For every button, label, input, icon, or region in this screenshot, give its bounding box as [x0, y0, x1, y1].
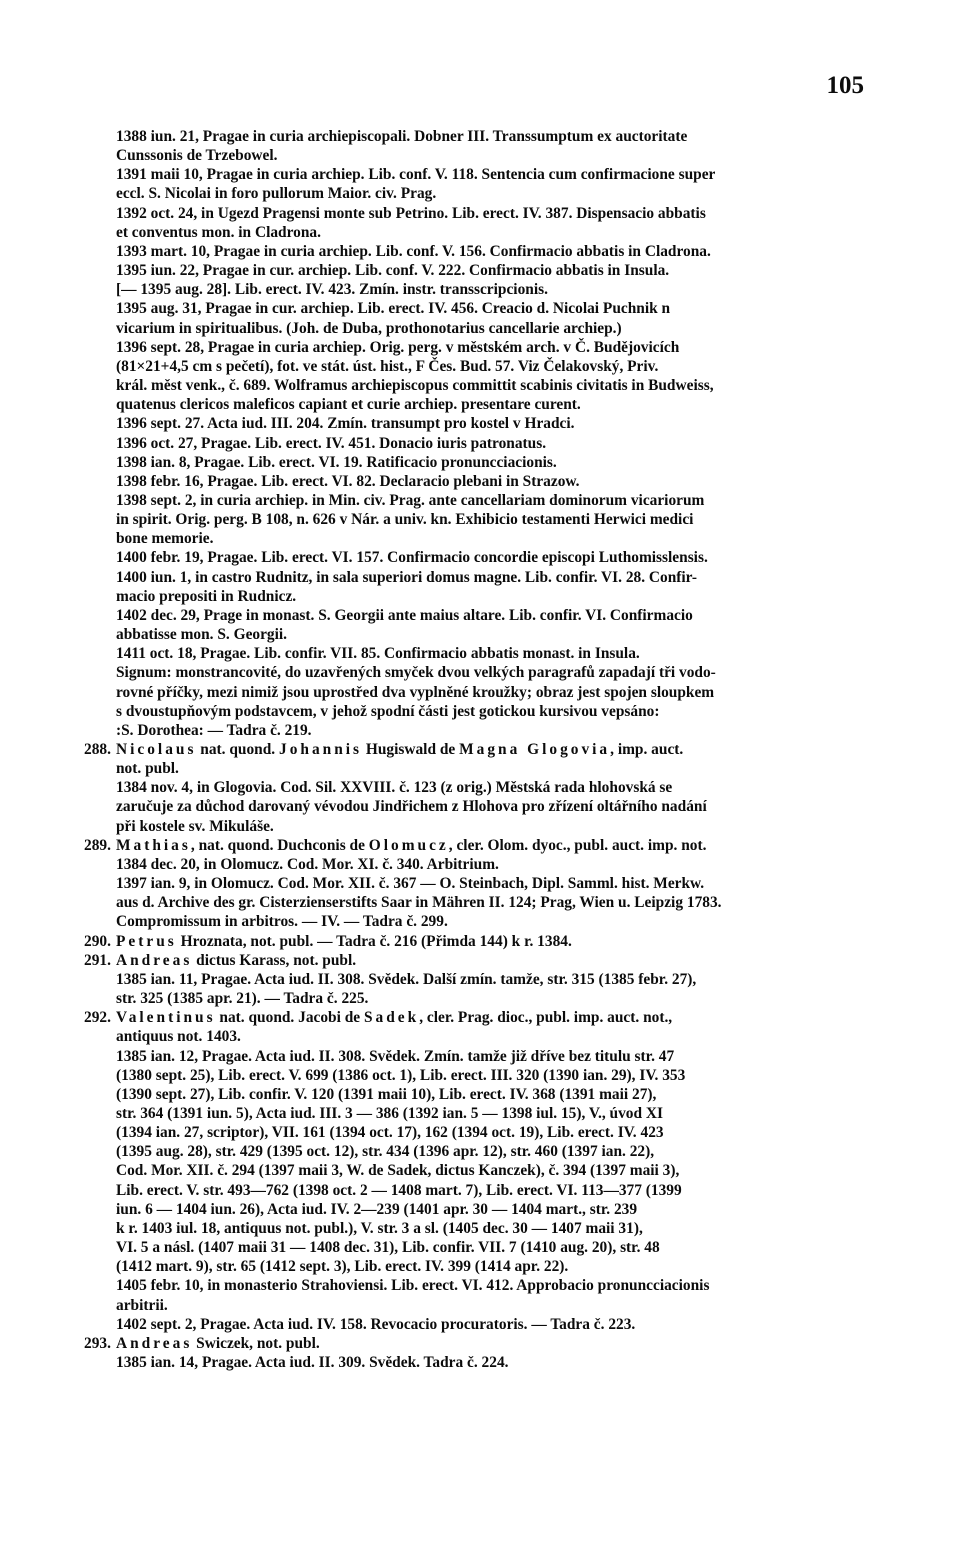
entry-heading	[84, 932, 864, 951]
text-line: 1402 sept. 2, Pragae. Acta iud. IV. 158. Revocacio procuratoris. — Tadra č. 223.	[116, 1315, 636, 1333]
entry	[84, 932, 864, 951]
entries-list	[84, 740, 864, 1372]
text-line: macio prepositi in Rudnicz.	[116, 587, 297, 605]
text-line: 1398 ian. 8, Pragae. Lib. erect. VI. 19. Ratificacio pronuncciacionis.	[116, 453, 557, 471]
text-line: Compromissum in arbitros. — IV. — Tadra č. 299.	[116, 913, 448, 931]
text-line: 1391 maii 10, Pragae in curia archiep. Lib. conf. V. 118. Sentencia cum confirmacione super	[116, 166, 716, 184]
entry-heading	[84, 740, 864, 759]
entry-heading	[84, 1008, 864, 1027]
text-line: 1385 ian. 11, Pragae. Acta iud. II. 308. Svědek. Další zmín. tamže, str. 315 (1385 febr. 27),	[116, 970, 697, 988]
spaced-name: Valentinus	[116, 1009, 216, 1027]
text-line: Cod. Mor. XII. č. 294 (1397 maii 3, W. de Sadek, dictus Kanczek), č. 394 (1397 maii 3),	[116, 1162, 680, 1180]
text-line: in spirit. Orig. perg. B 108, n. 626 v Nár. a univ. kn. Exhibicio testamenti Herwici medici	[116, 511, 694, 529]
text-line: (1380 sept. 25), Lib. erect. V. 699 (1386 oct. 1), Lib. erect. III. 320 (1390 ian. 29), IV. 353	[116, 1066, 686, 1084]
text-line: 1385 ian. 14, Pragae. Acta iud. II. 309. Svědek. Tadra č. 224.	[116, 1354, 509, 1371]
entry-heading	[84, 836, 864, 855]
entry-number: 289.	[84, 836, 111, 854]
text-line: eccl. S. Nicolai in foro pullorum Maior. civ. Prag.	[116, 185, 437, 203]
text-line: s dvoustupňovým podstavcem, v jehož spodní části jest gotickou kursivou vepsáno:	[116, 702, 660, 720]
entry	[84, 836, 864, 932]
text-line: 1384 nov. 4, in Glogovia. Cod. Sil. XXVIII. č. 123 (z orig.) Městská rada hlohovská se	[116, 779, 673, 797]
text-line: 1384 dec. 20, in Olomucz. Cod. Mor. XI. č. 340. Arbitrium.	[116, 855, 499, 873]
spaced-name: Magna Glogovia	[459, 741, 611, 758]
heading-text: Swiczek, not. publ.	[192, 1334, 320, 1352]
entry-number: 293.	[84, 1334, 111, 1352]
text-line: 1395 aug. 31, Pragae in cur. archiep. Lib. erect. IV. 456. Creacio d. Nicolai Puchnik n	[116, 300, 671, 318]
text-line: (81×21+4,5 cm s pečetí), fot. ve stát. úst. hist., F Čes. Bud. 57. Viz Čelakovský, Priv.	[116, 357, 659, 375]
page-number: 105	[826, 72, 864, 99]
entry-heading	[84, 951, 864, 970]
text-line: quatenus clericos maleficos capiant et curie archiep. presentare curent.	[116, 396, 581, 414]
text-line: 1400 febr. 19, Pragae. Lib. erect. VI. 157. Confirmacio concordie episcopi Luthomisslensis.	[116, 549, 708, 567]
text-line: antiquus not. 1403.	[116, 1028, 241, 1046]
text-line: (1394 ian. 27, scriptor), VII. 161 (1394 oct. 17), 162 (1394 oct. 19), Lib. erect. IV. 423	[116, 1124, 664, 1142]
text-line: et conventus mon. in Cladrona.	[116, 223, 321, 241]
text-line: k r. 1403 iul. 18, antiquus not. publ.), V. str. 3 a sl. (1405 dec. 30 — 1407 maii 31),	[116, 1219, 643, 1237]
spaced-name: Andreas	[116, 951, 193, 969]
entry-287-continuation	[116, 127, 864, 740]
text-line: 1396 oct. 27, Pragae. Lib. erect. IV. 451. Donacio iuris patronatus.	[116, 434, 547, 452]
text-line: rovné příčky, mezi nimiž jsou uprostřed dva vyplněné kroužky; obraz jest spojen sloupkem	[116, 683, 715, 701]
text-line: 1405 febr. 10, in monasterio Strahoviensi. Lib. erect. VI. 412. Approbacio pronuncciacionis	[116, 1277, 710, 1295]
heading-text: , cler. Prag. dioc., publ. imp. auct. not.,	[419, 1009, 673, 1027]
text-line: str. 325 (1385 apr. 21). — Tadra č. 225.	[116, 990, 369, 1008]
text-line: [— 1395 aug. 28]. Lib. erect. IV. 423. Zmín. instr. transscripcionis.	[116, 281, 548, 299]
text-line: iun. 6 — 1404 iun. 26), Acta iud. IV. 2—239 (1401 apr. 30 — 1404 mart., str. 239	[116, 1200, 638, 1218]
text-line: 1385 ian. 12, Pragae. Acta iud. II. 308. Svědek. Zmín. tamže již dříve bez titulu str. 47	[116, 1047, 675, 1065]
text-line: 1402 dec. 29, Prage in monast. S. Georgii ante maius altare. Lib. confir. VI. Confirmacio	[116, 606, 693, 624]
spaced-name: Olomucz	[368, 836, 449, 854]
heading-text: , nat. quond. Duchconis de	[190, 836, 369, 854]
heading-text: Hroznata, not. publ. — Tadra č. 216 (Přimda 144) k r. 1384.	[176, 932, 572, 950]
entry-number: 291.	[84, 951, 111, 969]
text-line: Cunssonis de Trzebowel.	[116, 147, 278, 165]
document-body	[84, 127, 864, 1372]
heading-text: Hugiswald de	[362, 741, 460, 758]
entry-number: 292.	[84, 1009, 111, 1027]
text-line: 1392 oct. 24, in Ugezd Pragensi monte sub Petrino. Lib. erect. IV. 387. Dispensacio abbatis	[116, 204, 706, 222]
spaced-name: Nicolaus	[116, 741, 197, 758]
text-line: Signum: monstrancovité, do uzavřených smyček dvou velkých paragrafů zapadají tři vodo-	[116, 664, 716, 682]
heading-text: , cler. Olom. dyoc., publ. auct. imp. not.	[448, 836, 707, 854]
entry-heading	[84, 1334, 864, 1353]
text-line: abbatisse mon. S. Georgii.	[116, 626, 288, 644]
entry	[84, 740, 864, 836]
spaced-name: Johannis	[279, 741, 363, 758]
text-line: 1400 iun. 1, in castro Rudnitz, in sala superiori domus magne. Lib. confir. VI. 28. Confir-	[116, 568, 698, 586]
text-line: VI. 5 a násl. (1407 maii 31 — 1408 dec. 31), Lib. confir. VII. 7 (1410 aug. 20), str. 48	[116, 1239, 660, 1257]
text-line: zaručuje za důchod darovaný vévodou Jindřichem z Hlohova pro zřízení oltářního nadání	[116, 798, 707, 816]
text-line: (1412 mart. 9), str. 65 (1412 sept. 3), Lib. erect. IV. 399 (1414 apr. 22).	[116, 1258, 569, 1276]
spaced-name: Petrus	[116, 932, 177, 950]
text-line: 1411 oct. 18, Pragae. Lib. confir. VII. 85. Confirmacio abbatis monast. in Insula.	[116, 645, 640, 663]
text-line: 1393 mart. 10, Pragae in curia archiep. Lib. conf. V. 156. Confirmacio abbatis in Cladrona.	[116, 242, 711, 260]
heading-text: nat. quond.	[196, 741, 279, 758]
text-line: 1398 febr. 16, Pragae. Lib. erect. VI. 82. Declaracio plebani in Strazow.	[116, 472, 580, 490]
text-line: not. publ.	[116, 760, 179, 778]
spaced-name: Andreas	[116, 1334, 193, 1352]
heading-text: nat. quond. Jacobi de	[215, 1009, 364, 1027]
text-line: při kostele sv. Mikuláše.	[116, 817, 274, 835]
spaced-name: Mathias	[116, 836, 191, 854]
text-line: arbitrii.	[116, 1296, 168, 1314]
entry	[84, 1008, 864, 1334]
text-line: aus d. Archive des gr. Cisterzienserstifts Saar in Mähren II. 124; Prag, Wien u. Leipzig 1783.	[116, 894, 722, 912]
heading-text: , imp. auct.	[610, 741, 684, 758]
text-line: (1395 aug. 28), str. 429 (1395 oct. 12), str. 434 (1396 apr. 12), str. 460 (1397 ian. 22),	[116, 1143, 655, 1161]
entry-number: 288.	[84, 741, 111, 758]
text-line: vicarium in spiritualibus. (Joh. de Duba, prothonotarius cancellarie archiep.)	[116, 319, 622, 337]
entry	[84, 951, 864, 1008]
text-line: 1397 ian. 9, in Olomucz. Cod. Mor. XII. č. 367 — O. Steinbach, Dipl. Samml. hist. Merkw.	[116, 875, 705, 893]
text-line: Lib. erect. V. str. 493—762 (1398 oct. 2 — 1408 mart. 7), Lib. erect. VI. 113—377 (1399	[116, 1181, 682, 1199]
text-line: 1396 sept. 28, Pragae in curia archiep. Orig. perg. v městském arch. v Č. Budějovicích	[116, 338, 680, 356]
text-line: :S. Dorothea: — Tadra č. 219.	[116, 721, 312, 739]
text-line: 1398 sept. 2, in curia archiep. in Min. civ. Prag. ante cancellariam dominorum vicariorum	[116, 491, 705, 509]
spaced-name: Sadek	[363, 1009, 420, 1027]
text-line: str. 364 (1391 iun. 5), Acta iud. III. 3 — 386 (1392 ian. 5 — 1398 iul. 15), V., úvod XI	[116, 1104, 664, 1122]
text-line: král. měst venk., č. 689. Wolframus archiepiscopus committit scabinis civitatis in Budweiss,	[116, 377, 714, 395]
entry-number: 290.	[84, 932, 111, 950]
text-line: 1388 iun. 21, Pragae in curia archiepiscopali. Dobner III. Transsumptum ex auctoritate	[116, 128, 688, 145]
entry	[84, 1334, 864, 1372]
text-line: 1396 sept. 27. Acta iud. III. 204. Zmín. transumpt pro kostel v Hradci.	[116, 415, 575, 433]
text-line: 1395 iun. 22, Pragae in cur. archiep. Lib. conf. V. 222. Confirmacio abbatis in Insula.	[116, 262, 670, 280]
text-line: bone memorie.	[116, 530, 214, 548]
heading-text: dictus Karass, not. publ.	[192, 951, 357, 969]
text-line: (1390 sept. 27), Lib. confir. V. 120 (1391 maii 10), Lib. erect. IV. 368 (1391 maii 27),	[116, 1085, 657, 1103]
